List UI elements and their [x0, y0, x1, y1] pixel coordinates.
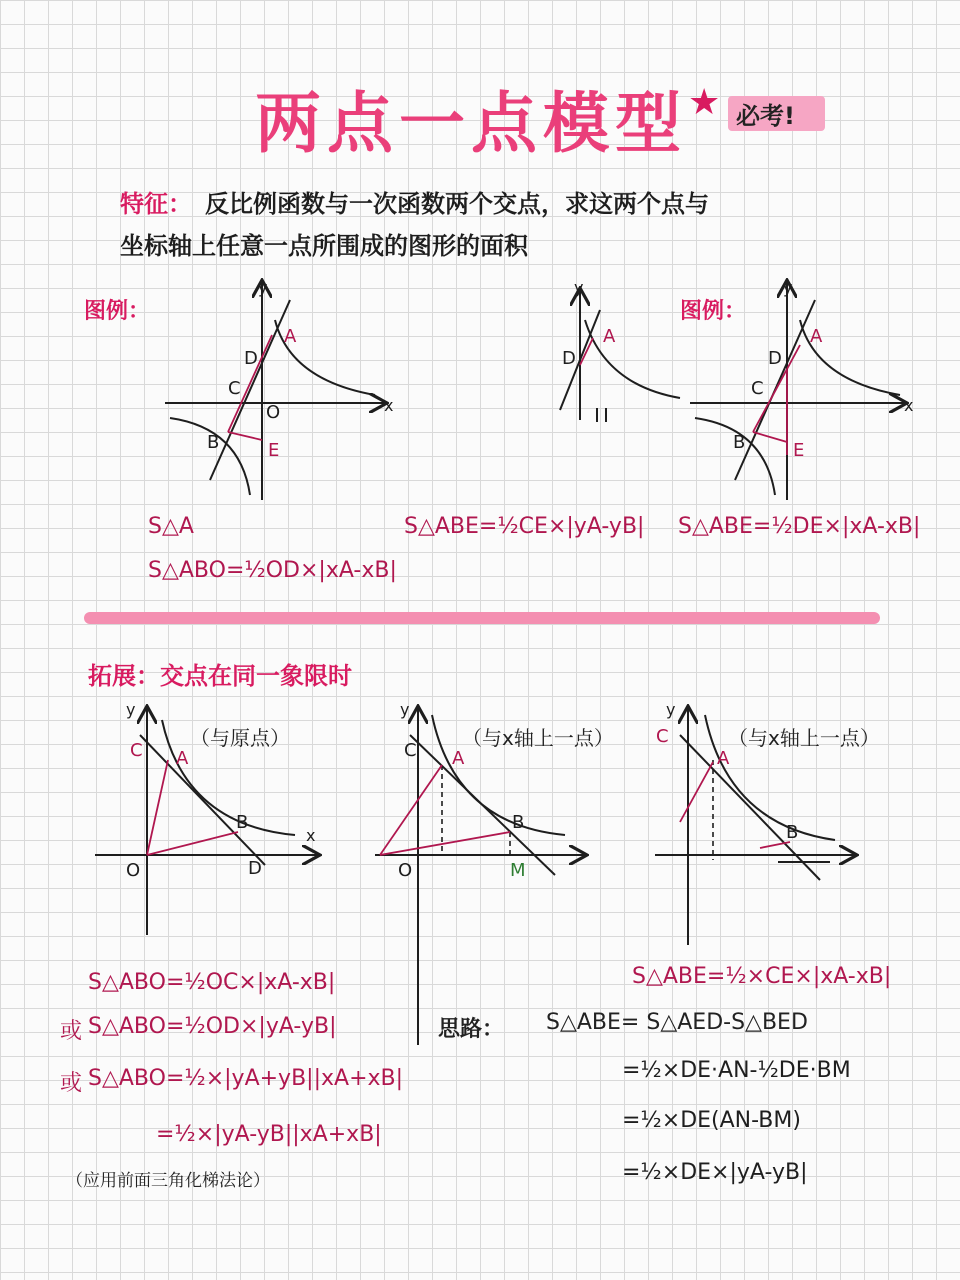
star-icon: ★	[688, 82, 721, 123]
g4-origin-label: O	[126, 860, 141, 881]
formula-top-4: S△ABO=½OD×|xA-xB|	[148, 558, 397, 583]
g3-y-label: y	[783, 278, 793, 297]
graph-1	[165, 282, 385, 500]
g6-c-label: C	[656, 726, 669, 747]
g3-a-label: A	[810, 326, 823, 347]
idea-label: 思路：	[438, 1017, 505, 1042]
formula-br-5: =½×DE×|yA-yB|	[622, 1160, 808, 1185]
must-test-badge: 必考!	[728, 96, 825, 131]
graph-2	[560, 290, 680, 422]
g5-a-label: A	[452, 748, 465, 769]
formula-br-3: =½×DE·AN-½DE·BM	[622, 1058, 851, 1083]
graph-3	[690, 282, 905, 500]
g1-y-label: y	[258, 278, 268, 297]
formula-top-3: S△ABE=½DE×|xA-xB|	[678, 514, 921, 539]
formula-top-1: S△A	[148, 514, 194, 539]
g6-y-label: y	[666, 700, 676, 719]
g4-a-label: A	[176, 748, 189, 769]
formula-bl-2: S△ABO=½OD×|yA-yB|	[88, 1014, 337, 1039]
g6-a-label: A	[717, 748, 730, 769]
g2-y-label: y	[574, 278, 584, 297]
g4-d-label: D	[248, 858, 262, 879]
g3-c-label: C	[751, 378, 764, 399]
g3-d-label: D	[768, 348, 782, 369]
g1-e-label: E	[268, 440, 280, 461]
extension-label: 拓展：交点在同一象限时	[88, 662, 352, 690]
application-note: （应用前面三角化梯法论）	[66, 1171, 270, 1191]
g1-b-label: B	[207, 432, 220, 453]
g5-origin-label: O	[398, 860, 413, 881]
g5-m-label: M	[510, 860, 526, 881]
caption-x-axis-1: （与x轴上一点）	[462, 726, 614, 750]
g2-a-label: A	[603, 326, 616, 347]
feature-label: 特征：	[120, 190, 192, 218]
example-label-left: 图例：	[84, 299, 151, 324]
g3-b-label: B	[733, 432, 746, 453]
caption-origin: （与原点）	[190, 726, 290, 750]
g4-b-label: B	[236, 812, 249, 833]
g1-d-label: D	[244, 348, 258, 369]
formula-bl-3: S△ABO=½×|yA+yB||xA+xB|	[88, 1066, 404, 1091]
formula-br-1: S△ABE=½×CE×|xA-xB|	[632, 964, 892, 989]
formula-bl-2-prefix: 或	[60, 1019, 83, 1044]
page-title: 两点一点模型	[255, 85, 687, 162]
formula-top-2: S△ABE=½CE×|yA-yB|	[404, 514, 645, 539]
g1-a-label: A	[284, 326, 297, 347]
g3-e-label: E	[793, 440, 805, 461]
g5-c-label: C	[404, 740, 417, 761]
formula-bl-1: S△ABO=½OC×|xA-xB|	[88, 970, 336, 995]
feature-line-1: 反比例函数与一次函数两个交点，求这两个点与	[205, 190, 709, 218]
g1-x-label: x	[384, 396, 394, 415]
g5-b-label: B	[512, 812, 525, 833]
formula-br-4: =½×DE(AN-BM)	[622, 1108, 801, 1133]
formula-bl-3-prefix: 或	[60, 1071, 83, 1096]
feature-line-2: 坐标轴上任意一点所围成的图形的面积	[120, 232, 528, 260]
g6-b-label: B	[786, 822, 799, 843]
g2-d-label: D	[562, 348, 576, 369]
g1-origin-label: O	[266, 402, 281, 423]
formula-br-2: S△ABE= S△AED-S△BED	[546, 1010, 808, 1035]
g4-c-label: C	[130, 740, 143, 761]
section-divider	[84, 612, 880, 624]
g4-y-label: y	[126, 700, 136, 719]
g3-x-label: x	[904, 396, 914, 415]
g4-x-label: x	[306, 826, 316, 845]
caption-x-axis-2: （与x轴上一点）	[728, 726, 880, 750]
formula-bl-4: =½×|yA-yB||xA+xB|	[156, 1122, 382, 1147]
example-label-right: 图例：	[680, 299, 747, 324]
g1-c-label: C	[228, 378, 241, 399]
g5-y-label: y	[400, 700, 410, 719]
